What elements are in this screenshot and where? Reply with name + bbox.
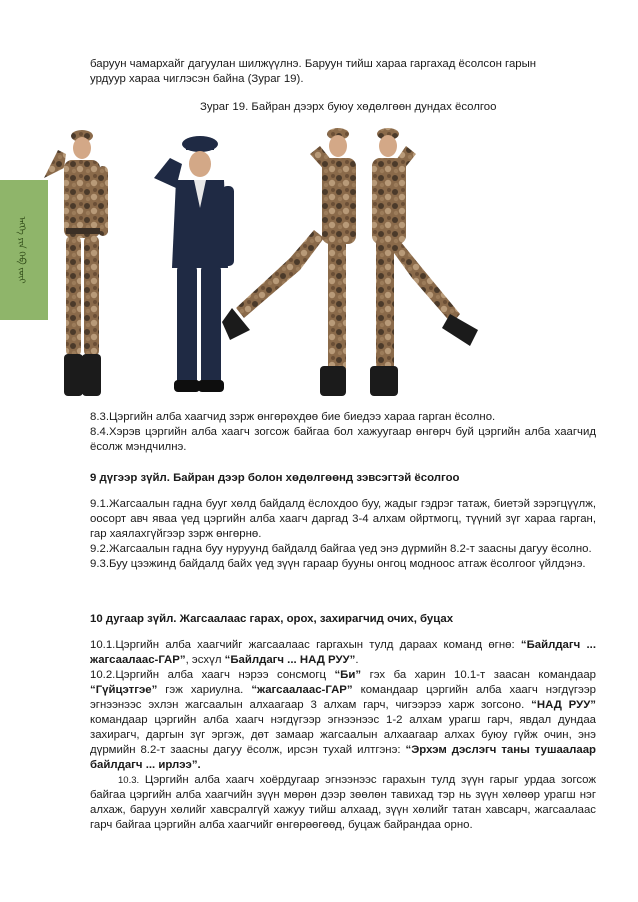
intro-line-1: баруун чамархайг дагуулан шилжүүлнэ. Баруун тийш хараа гаргахад ёсолсон гарын (90, 58, 537, 70)
figure-caption: Зураг 19. Байран дээрх буюу хөдөлгөөн дундах ёсолгоо (200, 101, 497, 113)
intro-paragraph (90, 57, 596, 87)
text-run: . (355, 654, 359, 666)
command-text: “Байлдагч ... НАД РУУ” (224, 654, 356, 666)
soldier-camo-marching-left (222, 128, 356, 396)
article-9-body (90, 497, 596, 572)
text-run: командаар цэргийн алба хаагч нэгдүгээр эгнээнээс эхлэн жагсаалын алхаагаар 3 алхам гарч, чигээрээ харж зогсоно. (90, 684, 597, 711)
reply-text: “Гүйцэтгэе” (90, 684, 158, 696)
text-run: , эсхүл (185, 654, 225, 666)
text-run: командаар цэргийн алба хаагч нэгдүгээр эгнээнээс 1-2 алхам урагш гарч, явдал дундаа захирагч, даргын зүг эргэж, дөт замаар жагсаалын алхаагаар алхах буюу гүйж очин, энэ дүрмийн 8.2-т заасны дагуу ёсолж, ирсэн тухай илтгэнэ: (90, 714, 596, 756)
paragraph-8-4: 8.4.Хэрэв цэргийн алба хаагч зогсож байгаа бол хажуугаар өнгөрч буй цэргийн алба хаагчид ёсолж мэндчилнэ. (90, 426, 596, 453)
article-10-heading: 10 дугаар зүйл. Жагсаалаас гарах, орох, захирагчид очих, буцах (90, 613, 454, 625)
text-run: Цэргийн алба хаагч хоёрдугаар эгнээнээс гарахын тулд зүүн гарыг урдаа зогсож байгаа цэргийн алба хаагчийн зүүн мөрөн дээр зөөлөн тавихад тэр нь зүүн хөлөөр урагш нэг алхаж, баруун хөлийг хавсралгүй хажуу тийш алхаад, зүүн хөлийг татан хавсарч, жагсаалаас гарч байгаа цэргийн алба хаагчийг өнгөрөөгөөд, буцаж байрандаа орно. (90, 774, 596, 831)
article-10 (90, 612, 596, 627)
mongolian-script-label: ᠡᠩᠭᠡ ᠶᠢᠨ ᠬᠡᠪ ᠵᠦᠢ (16, 216, 26, 284)
paragraph-9-1: 9.1.Жагсаалын гадна бууг хөлд байдалд ёслохдоо буу, жадыг гэдрэг татаж, биетэй зэрэгцүүлж, оосорт авч яваа үед цэргийн алба хаагч даргад 3-4 алхам ойртмогц, түүний зүг хараа гарган, гар хаялахгүйгээр зэрж өнгөрнө. (90, 498, 596, 540)
reply-text: “Би” (334, 669, 362, 681)
soldier-dress-uniform-salute (154, 136, 234, 392)
text-run: 10.2.Цэргийн алба хаагч нэрээ сонсмогц (90, 669, 335, 681)
text-run: гэх ба харин 10.1-т заасан командаар (361, 669, 596, 681)
intro-line-2: урдуур хараа чиглэсэн байна (Зураг 19). (90, 73, 304, 85)
command-text: “жагсаалаас-ГАР” (251, 684, 353, 696)
paragraph-10-1 (90, 638, 596, 668)
article-9 (90, 471, 596, 486)
paragraph-number: 10.3. (118, 775, 140, 786)
command-text: “НАД РУУ” (531, 699, 596, 711)
paragraph-10-2 (90, 668, 596, 773)
paragraph-8-3: 8.3.Цэргийн алба хаагчид зэрж өнгөрөхдөө бие биедээ хараа гарган ёсолно. (90, 411, 496, 423)
article-10-body (90, 638, 596, 833)
article-9-heading: 9 дүгээр зүйл. Байран дээр болон хөдөлгөөнд зэвсэгтэй ёсолгоо (90, 472, 460, 484)
command-text: “Байлдагч ... жагсаалаас-ГАР” (90, 639, 596, 666)
salute-figure (14, 118, 594, 403)
items-8 (90, 410, 596, 455)
text-run: 10.1.Цэргийн алба хаагчийг жагсаалаас гаргахын тулд дараах команд өгнө: (90, 639, 521, 651)
paragraph-10-3 (90, 773, 596, 833)
report-text: “Эрхэм дэслэгч таны тушаалаар байлдагч ... ирлээ”. (90, 744, 596, 771)
paragraph-9-2: 9.2.Жагсаалын гадна буу нуруунд байдалд байгаа үед энэ дүрмийн 8.2-т заасны дагуу ёсолно. (90, 543, 592, 555)
paragraph-9-3: 9.3.Буу цээжинд байдалд байх үед зүүн гараар бууны онгоц модноос атгаж ёсолгоог үйлдэнэ. (90, 558, 586, 570)
soldier-camo-marching-right (370, 128, 478, 396)
soldier-camo-salute-left (44, 130, 108, 396)
text-run: гэж хариулна. (157, 684, 252, 696)
